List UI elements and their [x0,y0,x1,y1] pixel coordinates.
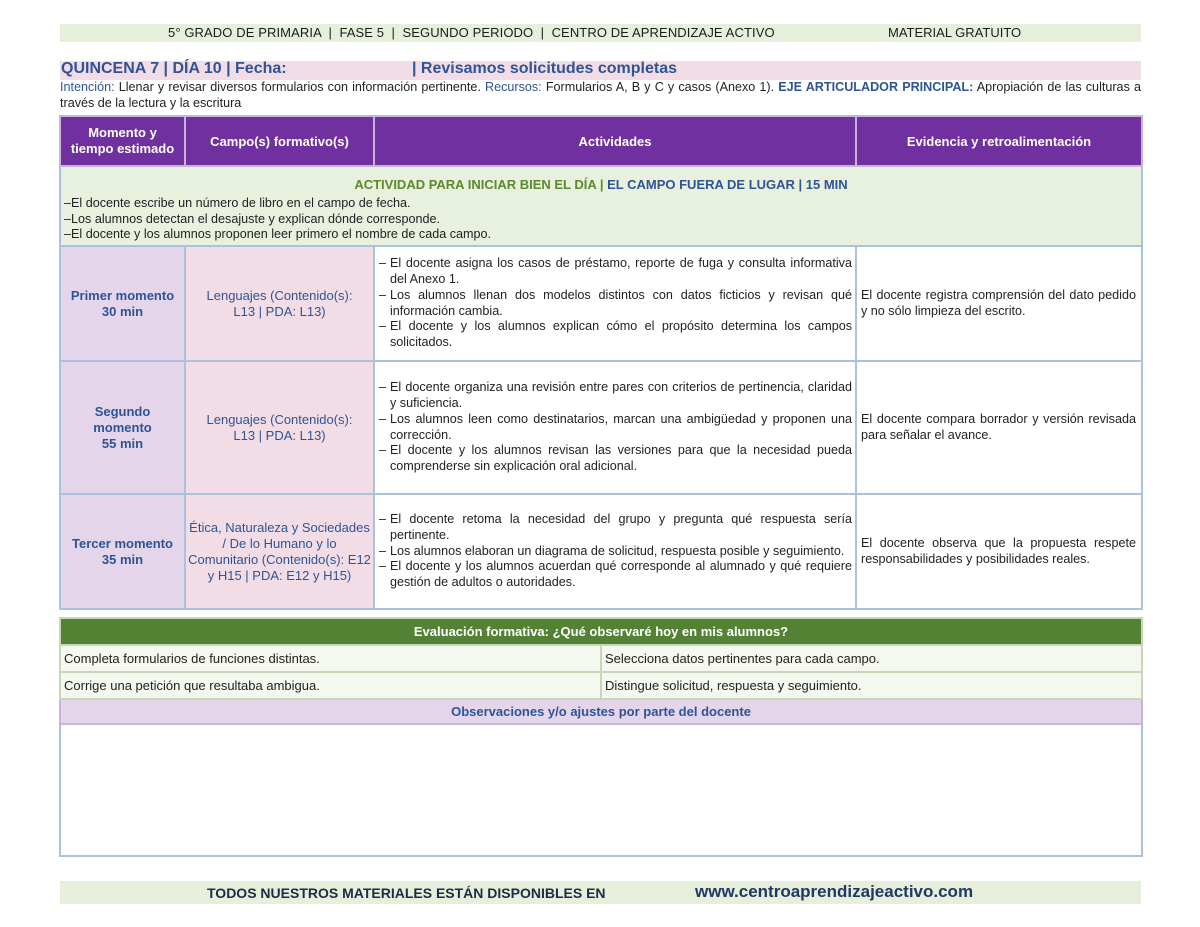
list-item: – El docente retoma la necesidad del grupo y pregunta qué respuesta sería pertinente. [379,512,852,542]
header-activities: Actividades [374,116,856,166]
starter-title-green: ACTIVIDAD PARA INICIAR BIEN EL DÍA | [354,177,604,192]
evaluation-item: Selecciona datos pertinentes para cada campo. [601,645,1142,672]
formative-evaluation-table [59,617,1143,857]
list-item: – Los alumnos leen como destinatarios, marcan una ambigüedad y proponen una corrección. [379,411,852,442]
header-field: Campo(s) formativo(s) [185,116,374,166]
lesson-topic-title: | Revisamos solicitudes completas [412,60,678,77]
list-item: – El docente y los alumnos revisan las versiones para que la necesidad pueda comprenderse sin explicación oral adicional. [379,443,852,473]
header-evidence: Evidencia y retroalimentación [856,116,1142,166]
evidence-cell: El docente compara borrador y versión revisada para señalar el avance. [856,361,1142,494]
header-free-material: MATERIAL GRATUITO [888,25,1022,40]
moment-cell: Segundo momento 55 min [60,361,185,494]
evidence-cell: El docente observa que la propuesta respete responsabilidades y posibilidades reales. [856,494,1142,609]
list-item: – El docente y los alumnos explican cómo el propósito determina los campos solicitados. [379,319,852,349]
intent-label: Intención: [60,80,115,94]
starter-title-blue: EL CAMPO FUERA DE LUGAR | 15 MIN [603,177,848,192]
table-row [60,494,1142,609]
header-moment: Momento y tiempo estimado [60,116,185,166]
list-item: – El docente y los alumnos acuerdan qué corresponde al alumnado y qué requiere gestión de adultos o autoridades. [379,559,852,590]
lesson-plan-table [59,115,1143,610]
evaluation-item: Corrige una petición que resultaba ambigua. [60,672,601,699]
intent-paragraph [60,80,1141,111]
field-cell: Ética, Naturaleza y Sociedades / De lo Humano y lo Comunitario (Contenido(s): E12 y H15 | PDA: E12 y H15) [185,494,374,609]
starter-list [64,196,1141,243]
observations-title: Observaciones y/o ajustes por parte del docente [60,699,1142,724]
header-banner [60,24,1141,42]
resources-text: Formularios A, B y C y casos (Anexo 1). [541,80,779,94]
list-item: – El docente organiza una revisión entre pares con criterios de pertinencia, claridad y suficiencia. [379,380,852,411]
footer-banner [60,881,1141,904]
lesson-day-title: QUINCENA 7 | DÍA 10 | Fecha: [61,60,287,77]
list-item: –El docente escribe un número de libro en el campo de fecha. [64,196,411,210]
list-item: –Los alumnos detectan el desajuste y explican dónde corresponde. [64,211,440,226]
evaluation-item: Completa formularios de funciones distintas. [60,645,601,672]
axis-label: EJE ARTICULADOR PRINCIPAL: [778,80,974,94]
list-item: – Los alumnos elaboran un diagrama de solicitud, respuesta posible y seguimiento. [379,543,845,558]
field-cell: Lenguajes (Contenido(s): L13 | PDA: L13) [185,246,374,361]
list-item: – Los alumnos llenan dos modelos distintos con datos ficticios y revisan qué información cambia. [379,287,852,318]
table-row [60,246,1142,361]
header-grade-info: 5° GRADO DE PRIMARIA | FASE 5 | SEGUNDO PERIODO | CENTRO DE APRENDIZAJE ACTIVO [168,25,775,40]
footer-text: TODOS NUESTROS MATERIALES ESTÁN DISPONIBLES EN [207,885,606,901]
axis-text: Apropiación de las culturas a través de la lectura y la escritura [60,80,1141,110]
intent-text: Llenar y revisar diversos formularios con información pertinente. [114,80,485,94]
activities-cell [374,361,856,494]
evaluation-title: Evaluación formativa: ¿Qué observaré hoy en mis alumnos? [60,618,1142,645]
starter-title [61,177,1141,192]
moment-cell: Tercer momento 35 min [60,494,185,609]
footer-link[interactable]: www.centroaprendizajeactivo.com [695,882,974,901]
list-item: – El docente asigna los casos de préstamo, reporte de fuga y consulta informativa del Anexo 1. [379,256,852,287]
observations-area[interactable] [60,724,1142,856]
list-item: –El docente y los alumnos proponen leer primero el nombre de cada campo. [64,227,492,241]
activities-cell [374,246,856,361]
field-cell: Lenguajes (Contenido(s): L13 | PDA: L13) [185,361,374,494]
moment-cell: Primer momento 30 min [60,246,185,361]
resources-label: Recursos: [484,80,542,94]
activities-cell [374,494,856,609]
title-banner [60,61,1141,80]
table-row [60,361,1142,494]
evaluation-item: Distingue solicitud, respuesta y seguimiento. [601,672,1142,699]
starter-activity [60,166,1142,246]
evidence-cell: El docente registra comprensión del dato pedido y no sólo limpieza del escrito. [856,246,1142,361]
